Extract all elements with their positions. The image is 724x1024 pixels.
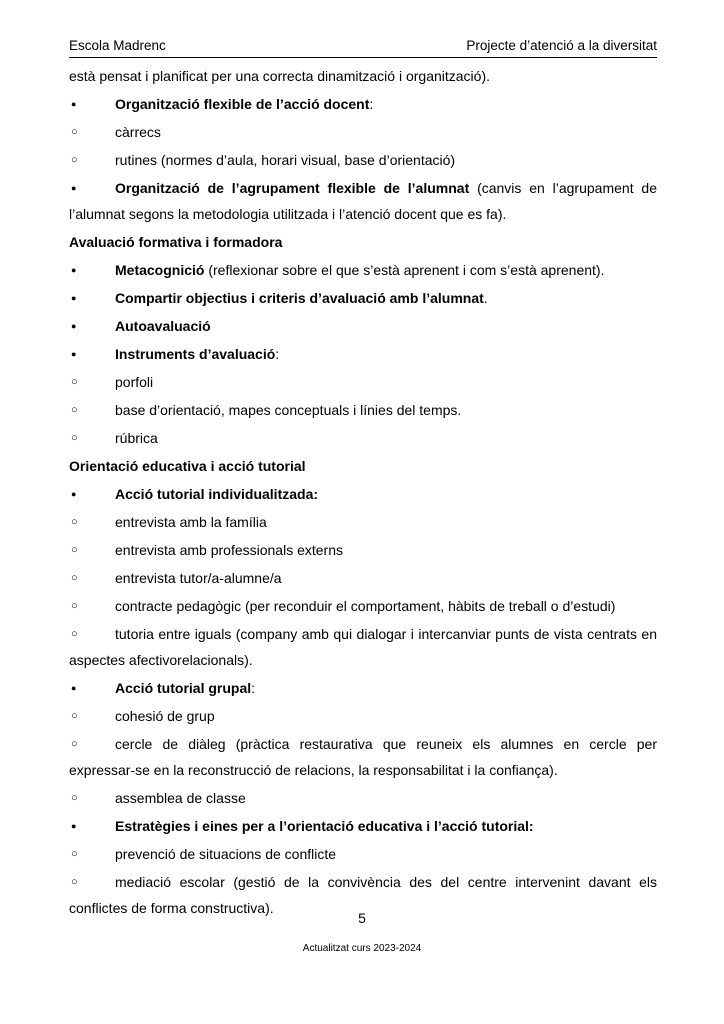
document-body [69,63,657,923]
sub-bullet-item [69,593,657,619]
footer-updated-text: Actualitzat curs 2023-2024 [302,943,422,954]
filled-bullet-icon: ● [71,265,77,275]
hollow-bullet-icon: ○ [71,848,78,860]
text-run: Metacognició [115,262,209,278]
hollow-bullet-icon: ○ [71,544,78,556]
text-run: contracte pedagògic (per reconduir el comportament, hàbits de treball o d’estudi) [115,598,616,614]
text-run: (reflexionar sobre el que s’està aprenent i com s’està aprenent). [208,262,605,278]
text-run: Organització de l’agrupament flexible de l’alumnat [115,180,478,196]
hollow-bullet-icon: ○ [71,876,78,888]
hollow-bullet-icon: ○ [71,376,78,388]
text-run: Instruments d’avaluació [115,346,276,362]
text-run: assemblea de classe [115,790,246,806]
text-run: entrevista amb la família [115,514,267,530]
bullet-item [69,91,657,117]
hollow-bullet-icon: ○ [71,738,78,750]
page-number: 5 [358,910,366,926]
sub-bullet-item [69,509,657,535]
hollow-bullet-icon: ○ [71,404,78,416]
sub-bullet-item [69,147,657,173]
text-run: prevenció de situacions de conflicte [115,846,337,862]
header-left-text: Escola Madrenc [69,38,166,53]
text-run: . [483,290,488,306]
filled-bullet-icon: ● [71,349,77,359]
bullet-item [69,481,657,507]
filled-bullet-icon: ● [71,293,77,303]
bullet-item [69,257,657,283]
text-run: entrevista tutor/a-alumne/a [115,570,282,586]
text-run: Compartir objectius i criteris d’avaluació amb l’alumnat [115,290,484,306]
hollow-bullet-icon: ○ [71,792,78,804]
text-run: cohesió de grup [115,708,215,724]
paragraph [69,63,657,89]
sub-bullet-item [69,703,657,729]
filled-bullet-icon: ● [71,321,77,331]
sub-bullet-item [69,397,657,423]
hollow-bullet-icon: ○ [71,600,78,612]
text-run: (canvis en l’agrupament de l’alumnat segons la metodologia utilitzada i l’atenció docent que es fa). [69,180,657,222]
page-header [69,38,657,58]
bullet-item [69,175,657,227]
bullet-item [69,285,657,311]
sub-bullet-item [69,621,657,673]
hollow-bullet-icon: ○ [71,516,78,528]
text-run: Avaluació formativa i formadora [69,234,283,250]
bullet-item [69,341,657,367]
text-run: Acció tutorial grupal [115,680,252,696]
filled-bullet-icon: ● [71,489,77,499]
filled-bullet-icon: ● [71,99,77,109]
bullet-item [69,675,657,701]
section-heading [69,453,657,479]
sub-bullet-item [69,369,657,395]
sub-bullet-item [69,425,657,451]
text-run: mediació escolar (gestió de la convivència des del centre intervenint davant els conflictes de forma constructiva). [69,874,657,916]
hollow-bullet-icon: ○ [71,628,78,640]
filled-bullet-icon: ● [71,821,77,831]
text-run: Acció tutorial individualitzada: [115,486,319,502]
text-run: porfoli [115,374,154,390]
sub-bullet-item [69,841,657,867]
text-run: base d’orientació, mapes conceptuals i línies del temps. [115,402,462,418]
hollow-bullet-icon: ○ [71,710,78,722]
filled-bullet-icon: ● [71,183,77,193]
section-heading [69,229,657,255]
hollow-bullet-icon: ○ [71,154,78,166]
bullet-item [69,313,657,339]
text-run: Autoavaluació [115,318,211,334]
filled-bullet-icon: ● [71,683,77,693]
text-run: : [275,346,280,362]
text-run: Orientació educativa i acció tutorial [69,458,306,474]
text-run: cercle de diàleg (pràctica restaurativa que reuneix els alumnes en cercle per expressar-se en la reconstrucció de relacions, la responsabilitat i la confiança). [69,736,657,778]
sub-bullet-item [69,785,657,811]
sub-bullet-item [69,731,657,783]
sub-bullet-item [69,565,657,591]
text-run: : [251,680,256,696]
text-run: : [369,96,374,112]
bullet-item [69,813,657,839]
text-run: càrrecs [115,124,161,140]
hollow-bullet-icon: ○ [71,432,78,444]
text-run: tutoria entre iguals (company amb qui dialogar i intercanviar punts de vista centrats en aspectes afectivorelacionals). [69,626,657,668]
text-run: rutines (normes d’aula, horari visual, base d’orientació) [115,152,456,168]
sub-bullet-item [69,537,657,563]
sub-bullet-item [69,119,657,145]
header-right-text: Projecte d’atenció a la diversitat [466,38,657,53]
text-run: rúbrica [115,430,158,446]
text-run: està pensat i planificat per una correcta dinamització i organització). [69,68,490,84]
text-run: Organització flexible de l’acció docent [115,96,370,112]
hollow-bullet-icon: ○ [71,126,78,138]
text-run: entrevista amb professionals externs [115,542,343,558]
text-run: Estratègies i eines per a l’orientació educativa i l’acció tutorial: [115,818,534,834]
hollow-bullet-icon: ○ [71,572,78,584]
